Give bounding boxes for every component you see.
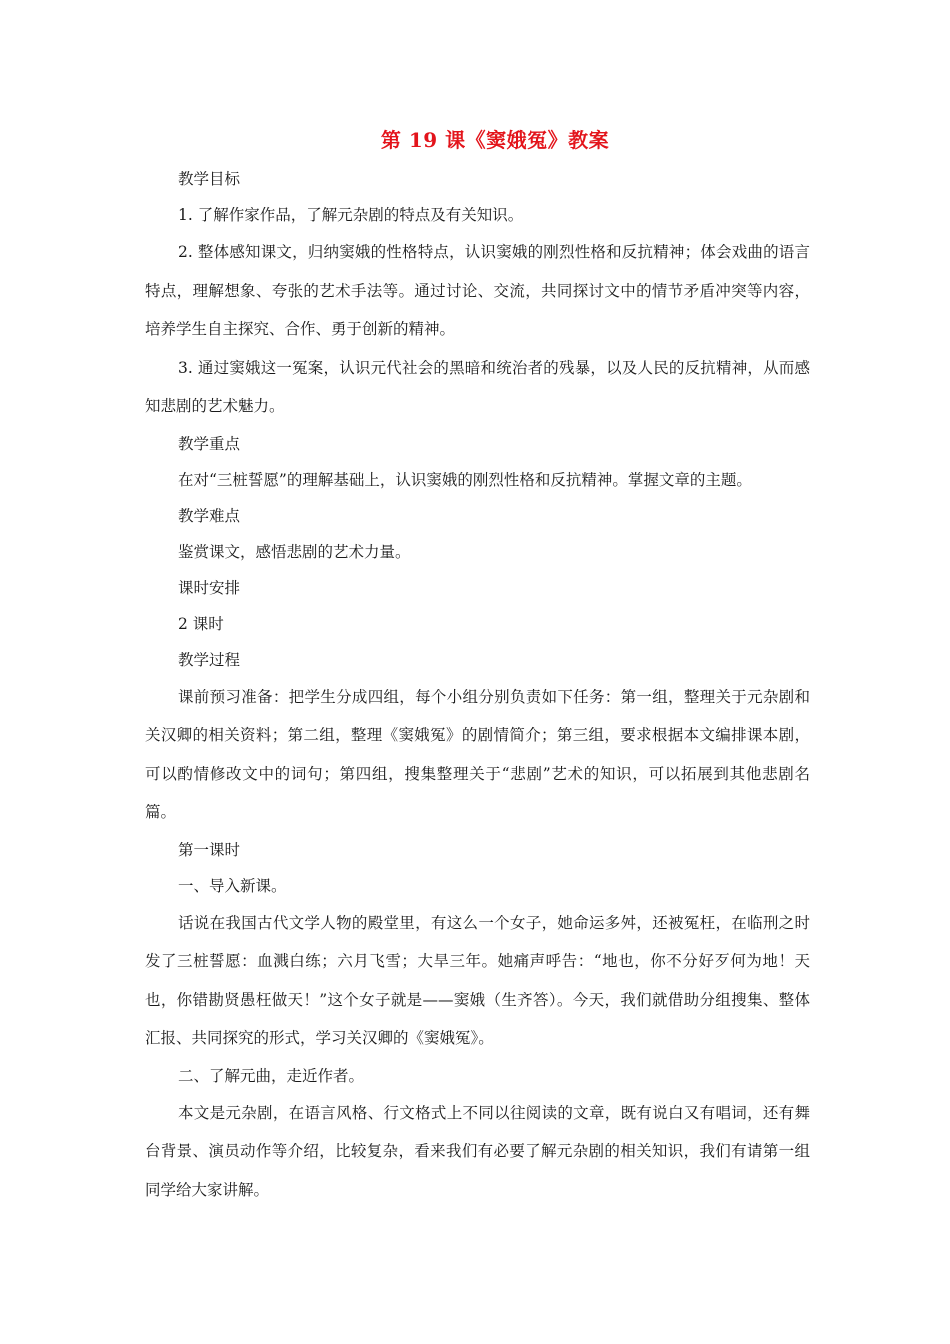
introduction-text: 话说在我国古代文学人物的殿堂里，有这么一个女子，她命运多舛，还被冤枉，在临刑之时发了三桩誓愿：血溅白练；六月飞雪；大旱三年。她痛声呼告：“地也，你不分好歹何为地！天也，你错勘贤愚枉做天！”这个女子就是——窦娥（生齐答）。今天，我们就借助分组搜集、整体汇报、共同探究的形式，学习关汉卿的《窦娥冤》。 <box>145 913 810 1047</box>
lesson-one-heading: 第一课时 <box>178 840 241 859</box>
section-heading-key-points: 教学重点 <box>178 434 241 453</box>
section-heading-schedule: 课时安排 <box>178 578 241 597</box>
preview-preparation-text: 课前预习准备：把学生分成四组，每个小组分别负责如下任务：第一组，整理关于元杂剧和关汉卿的相关资料；第二组，整理《窦娥冤》的剧情简介；第三组，要求根据本文编排课本剧，可以酌情修改文中的词句；第四组，搜集整理关于“悲剧”艺术的知识，可以拓展到其他悲剧名篇。 <box>145 687 810 821</box>
section-heading-process: 教学过程 <box>178 650 241 669</box>
page-title: 第 19 课《窦娥冤》教案 <box>380 128 610 152</box>
document-body <box>145 161 810 1209</box>
objective-item-3: 3. 通过窦娥这一冤案，认识元代社会的黑暗和统治者的残暴，以及人民的反抗精神，从而感知悲剧的艺术魅力。 <box>145 358 810 415</box>
section-heading-objectives: 教学目标 <box>178 170 241 188</box>
objective-item-1: 1. 了解作家作品，了解元杂剧的特点及有关知识。 <box>178 206 524 224</box>
step-two-heading: 二、了解元曲，走近作者。 <box>178 1066 365 1085</box>
difficulties-text: 鉴赏课文，感悟悲剧的艺术力量。 <box>178 542 411 561</box>
schedule-text: 2 课时 <box>178 614 224 633</box>
step-one-heading: 一、导入新课。 <box>178 876 287 895</box>
yuan-drama-text: 本文是元杂剧，在语言风格、行文格式上不同以往阅读的文章，既有说白又有唱词，还有舞台背景、演员动作等介绍，比较复杂，看来我们有必要了解元杂剧的相关知识，我们有请第一组同学给大家讲解。 <box>145 1103 810 1199</box>
section-heading-difficulties: 教学难点 <box>178 506 241 525</box>
key-points-text: 在对“三桩誓愿”的理解基础上，认识窦娥的刚烈性格和反抗精神。掌握文章的主题。 <box>178 470 752 489</box>
objective-item-2: 2. 整体感知课文，归纳窦娥的性格特点，认识窦娥的刚烈性格和反抗精神；体会戏曲的语言特点，理解想象、夸张的艺术手法等。通过讨论、交流，共同探讨文中的情节矛盾冲突等内容，培养学生自主探究、合作、勇于创新的精神。 <box>145 243 810 338</box>
